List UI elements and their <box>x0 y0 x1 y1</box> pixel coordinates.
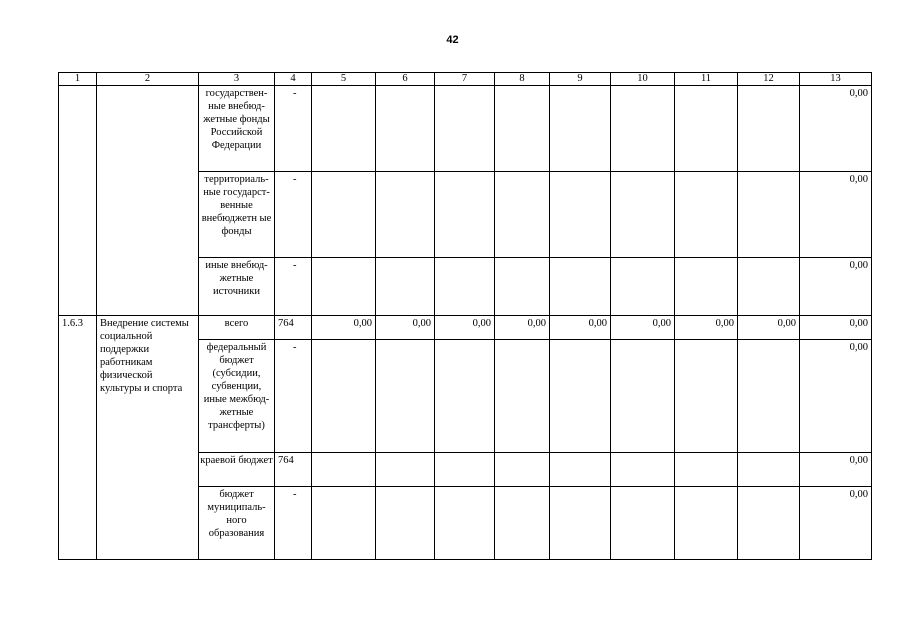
item-name-cell: Внедрение системы социальной поддержки работникам физической культуры и спорта <box>97 316 199 560</box>
empty-cell <box>435 86 495 172</box>
empty-cell <box>312 340 376 453</box>
funding-source-cell: территориаль-ные государст-венные внебюджетн ые фонды <box>199 172 275 258</box>
empty-cell <box>611 340 675 453</box>
column-header: 11 <box>675 73 738 86</box>
empty-cell <box>376 258 435 316</box>
value-cell: 0,00 <box>376 316 435 340</box>
empty-cell <box>738 258 800 316</box>
table-row <box>59 316 872 340</box>
funding-source-cell: государствен-ные внебюд-жетные фонды Российской Федерации <box>199 86 275 172</box>
empty-cell <box>376 86 435 172</box>
column-header: 6 <box>376 73 435 86</box>
funding-source-cell: всего <box>199 316 275 340</box>
empty-cell <box>495 258 550 316</box>
empty-cell <box>738 172 800 258</box>
header-row <box>59 73 872 86</box>
column-header: 13 <box>800 73 872 86</box>
item-number-cell: 1.6.3 <box>59 316 97 560</box>
empty-cell <box>435 487 495 560</box>
value-cell: 0,00 <box>435 316 495 340</box>
column-header: 4 <box>275 73 312 86</box>
empty-cell <box>312 487 376 560</box>
empty-cell <box>435 172 495 258</box>
value-cell: 0,00 <box>550 316 611 340</box>
code-cell: - <box>275 340 312 453</box>
code-cell: - <box>275 487 312 560</box>
empty-cell <box>550 453 611 487</box>
code-cell: 764 <box>275 453 312 487</box>
total-cell: 0,00 <box>800 316 872 340</box>
empty-cell <box>495 86 550 172</box>
empty-cell <box>738 340 800 453</box>
empty-cell <box>611 453 675 487</box>
value-cell: 0,00 <box>675 316 738 340</box>
empty-cell <box>611 487 675 560</box>
total-cell: 0,00 <box>800 258 872 316</box>
empty-cell <box>495 487 550 560</box>
code-cell: - <box>275 258 312 316</box>
empty-cell <box>550 340 611 453</box>
code-cell: 764 <box>275 316 312 340</box>
code-cell: - <box>275 86 312 172</box>
empty-cell <box>435 340 495 453</box>
empty-cell <box>376 340 435 453</box>
empty-cell <box>611 258 675 316</box>
empty-cell <box>495 172 550 258</box>
empty-cell <box>59 86 97 316</box>
value-cell: 0,00 <box>495 316 550 340</box>
column-header: 7 <box>435 73 495 86</box>
empty-cell <box>675 487 738 560</box>
total-cell: 0,00 <box>800 487 872 560</box>
empty-cell <box>376 487 435 560</box>
column-header: 1 <box>59 73 97 86</box>
code-cell: - <box>275 172 312 258</box>
column-header: 12 <box>738 73 800 86</box>
empty-cell <box>611 172 675 258</box>
column-header: 3 <box>199 73 275 86</box>
column-header: 2 <box>97 73 199 86</box>
empty-cell <box>435 453 495 487</box>
funding-source-cell: федеральный бюджет (субсидии, субвенции, иные межбюд-жетные трансферты) <box>199 340 275 453</box>
column-header: 8 <box>495 73 550 86</box>
empty-cell <box>312 172 376 258</box>
empty-cell <box>611 86 675 172</box>
funding-source-cell: краевой бюджет <box>199 453 275 487</box>
empty-cell <box>376 453 435 487</box>
column-header: 9 <box>550 73 611 86</box>
value-cell: 0,00 <box>312 316 376 340</box>
budget-table <box>58 72 872 560</box>
funding-source-cell: иные внебюд-жетные источники <box>199 258 275 316</box>
empty-cell <box>675 453 738 487</box>
funding-source-cell: бюджет муниципаль-ного образования <box>199 487 275 560</box>
empty-cell <box>495 340 550 453</box>
table-row <box>59 86 872 172</box>
empty-cell <box>550 86 611 172</box>
empty-cell <box>312 453 376 487</box>
total-cell: 0,00 <box>800 86 872 172</box>
empty-cell <box>550 258 611 316</box>
total-cell: 0,00 <box>800 340 872 453</box>
empty-cell <box>495 453 550 487</box>
empty-cell <box>97 86 199 316</box>
value-cell: 0,00 <box>611 316 675 340</box>
empty-cell <box>312 86 376 172</box>
column-header: 5 <box>312 73 376 86</box>
empty-cell <box>675 258 738 316</box>
empty-cell <box>312 258 376 316</box>
empty-cell <box>376 172 435 258</box>
value-cell: 0,00 <box>738 316 800 340</box>
empty-cell <box>550 172 611 258</box>
empty-cell <box>675 340 738 453</box>
empty-cell <box>738 86 800 172</box>
empty-cell <box>738 487 800 560</box>
total-cell: 0,00 <box>800 172 872 258</box>
empty-cell <box>550 487 611 560</box>
empty-cell <box>675 172 738 258</box>
total-cell: 0,00 <box>800 453 872 487</box>
column-header: 10 <box>611 73 675 86</box>
empty-cell <box>435 258 495 316</box>
empty-cell <box>675 86 738 172</box>
empty-cell <box>738 453 800 487</box>
page-number: 42 <box>446 34 459 46</box>
